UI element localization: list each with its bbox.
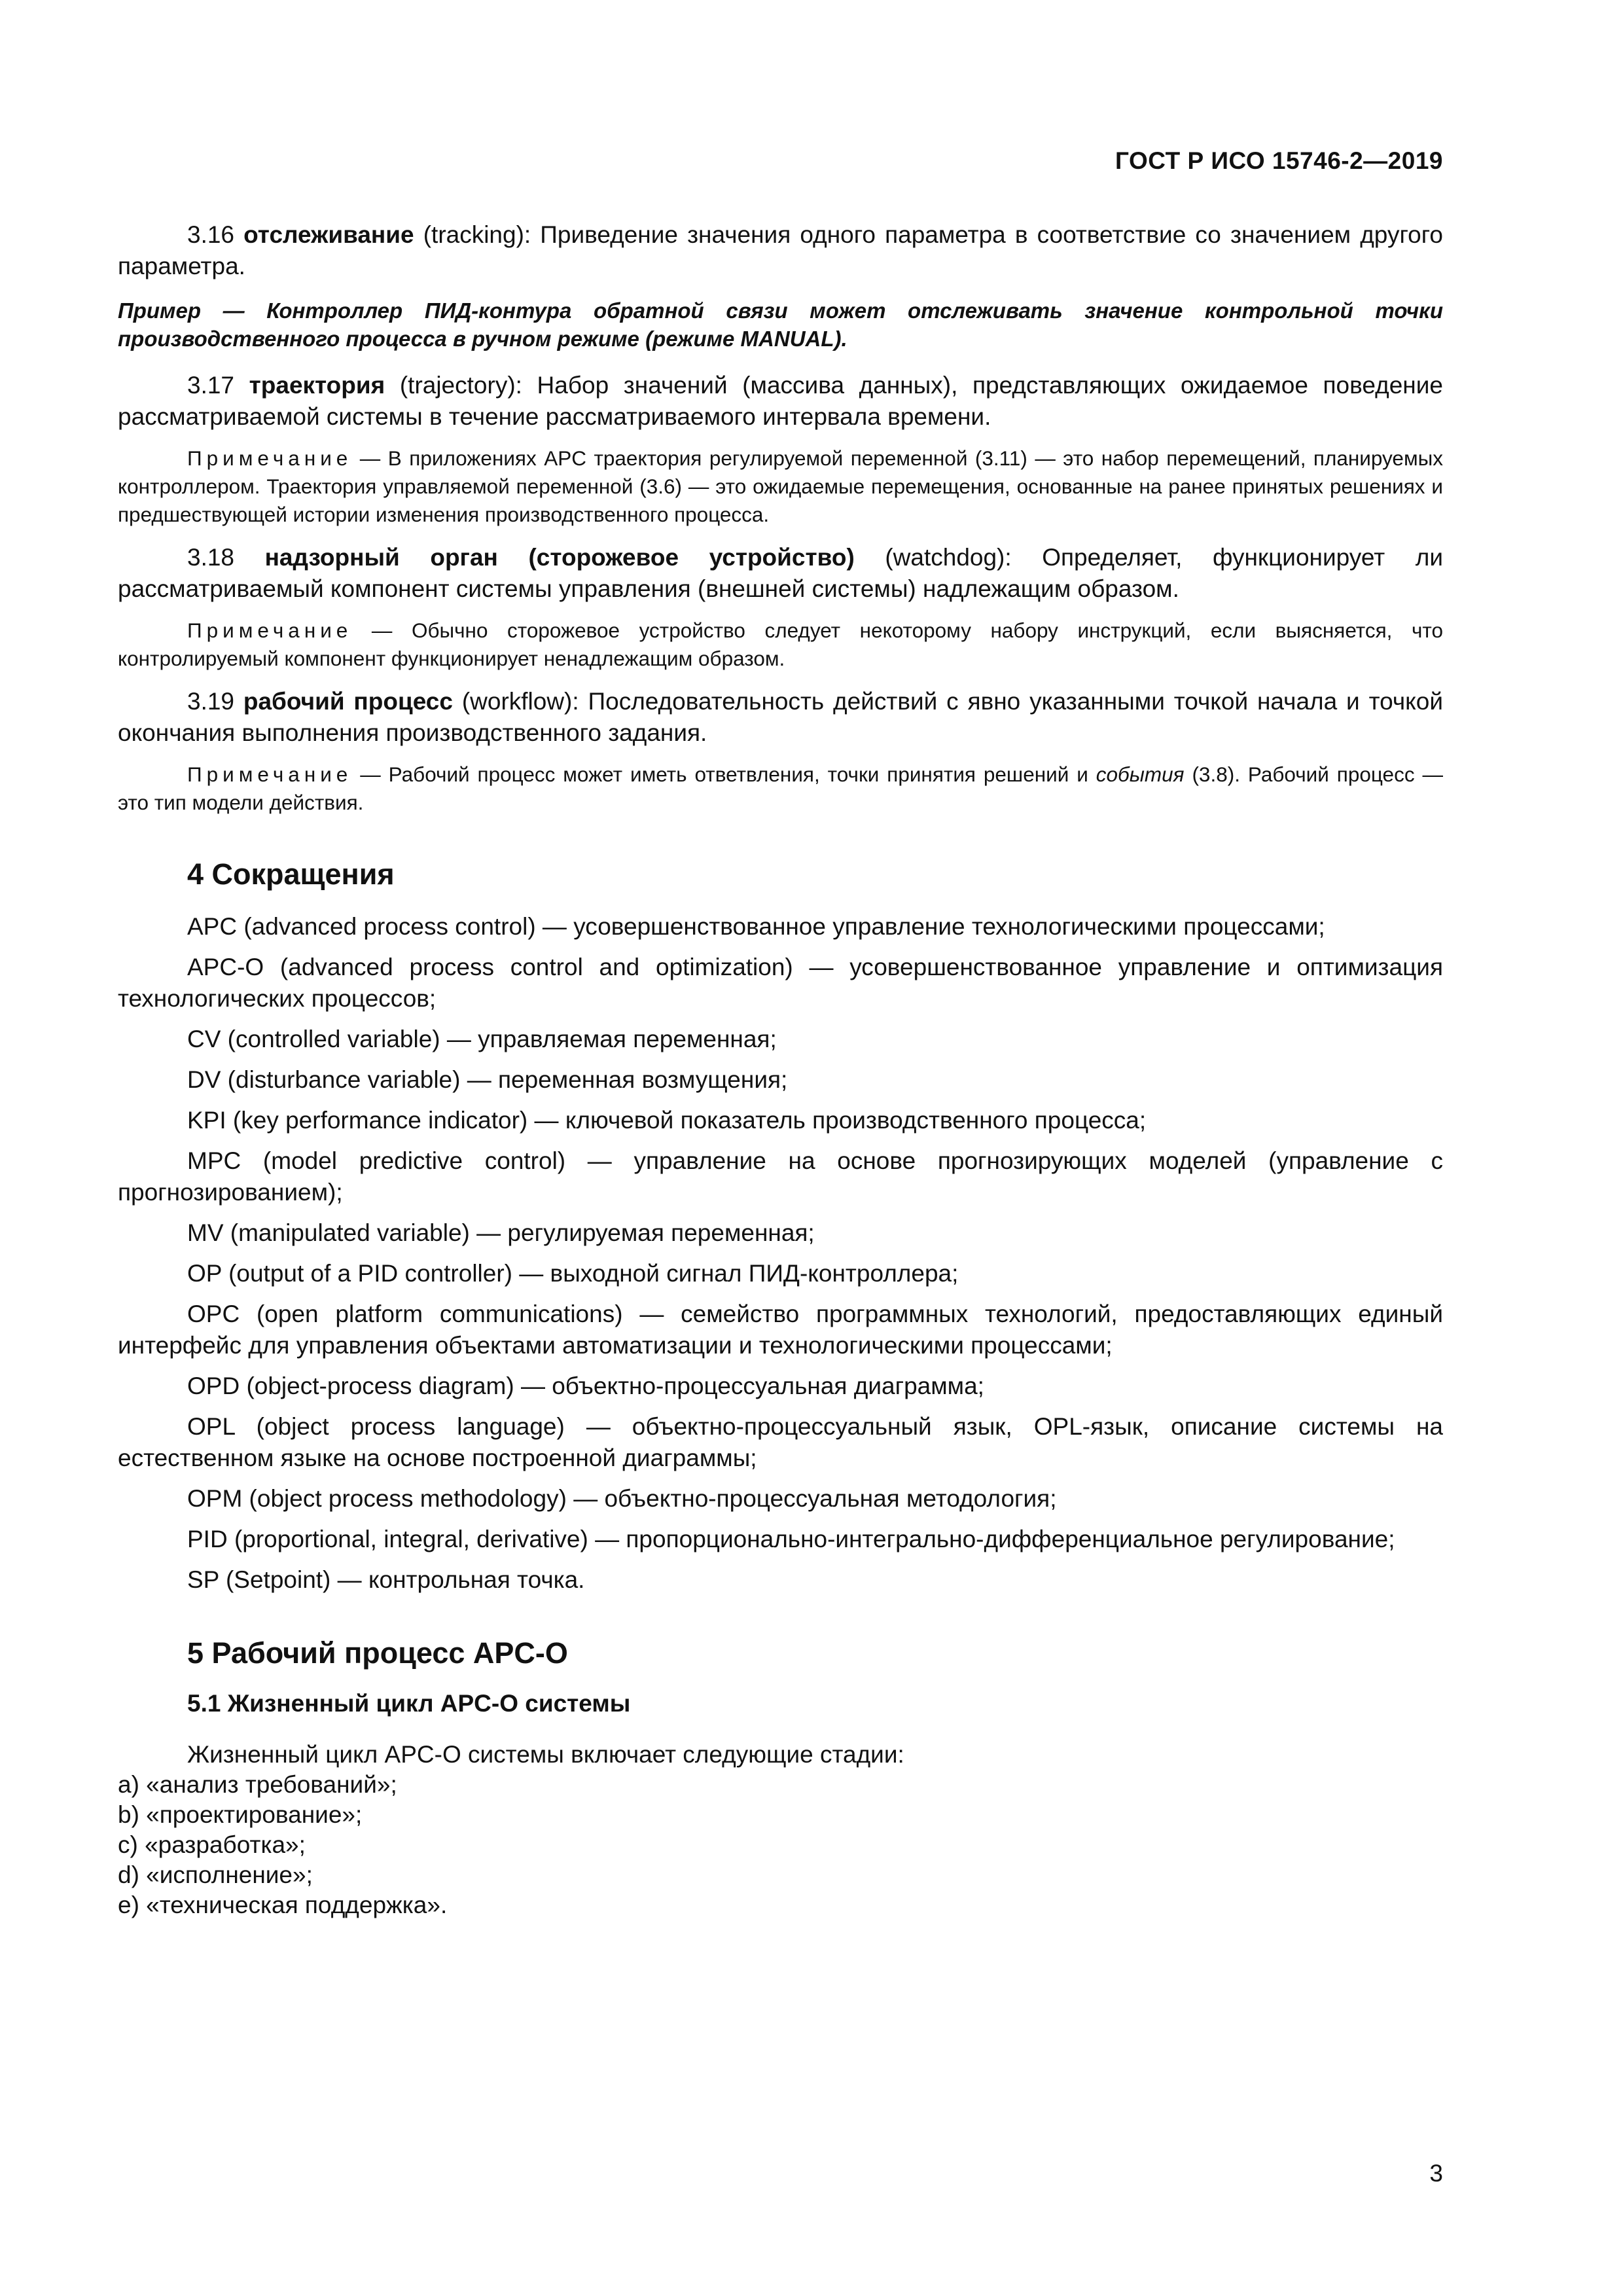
note-3-18 — [118, 617, 1443, 673]
term-3-19 — [118, 686, 1443, 749]
term-3-16 — [118, 219, 1443, 282]
page-number: 3 — [1429, 2160, 1443, 2187]
lifecycle-stage: e) «техническая поддержка». — [118, 1892, 448, 1918]
term-number: 3.16 — [187, 221, 235, 248]
abbreviation-item: APC (advanced process control) — усовершенствованное управление технологическими процессами; — [187, 913, 1325, 940]
example-3-16: Пример — Контроллер ПИД-контура обратной связи может отслеживать значение контрольной точки производственного процесса в ручном режиме (режиме MANUAL). — [118, 298, 1443, 351]
abbreviation-item: OPM (object process methodology) — объектно-процессуальная методология; — [187, 1485, 1057, 1512]
term-name: траектория — [249, 372, 385, 399]
abbreviation-item: OP (output of a PID controller) — выходной сигнал ПИД-контроллера; — [187, 1260, 959, 1287]
term-definition: (tracking): Приведение значения одного параметра в соответствие со значением другого параметра. — [118, 221, 1443, 279]
abbreviation-item: DV (disturbance variable) — переменная возмущения; — [187, 1066, 788, 1093]
abbreviation-item: OPL (object process language) — объектно-процессуальный язык, OPL-язык, описание системы на естественном языке на основе построенной диаграммы; — [118, 1413, 1443, 1471]
note-text: — В приложениях APC траектория регулируемой переменной (3.11) — это набор перемещений, планируемых контроллером. Траектория управляемой переменной (3.6) — это ожидаемые перемещения, основанные на ранее принятых решениях и предшествующей истории изменения производственного процесса. — [118, 446, 1443, 526]
term-definition: (trajectory): Набор значений (массива данных), представляющих ожидаемое поведение рассматриваемой системы в течение рассматриваемого интервала времени. — [118, 372, 1443, 430]
section-title-workflow: 5 Рабочий процесс APC-O — [187, 1636, 568, 1670]
abbreviation-item: MV (manipulated variable) — регулируемая переменная; — [187, 1219, 815, 1246]
note-label: Примечание — [187, 762, 353, 786]
term-name: отслеживание — [243, 221, 414, 248]
lifecycle-stage-list — [118, 1770, 1443, 1920]
lifecycle-stage: c) «разработка»; — [118, 1831, 306, 1858]
abbreviation-item: KPI (key performance indicator) — ключевой показатель производственного процесса; — [187, 1107, 1147, 1134]
abbreviation-item: APC-O (advanced process control and optimization) — усовершенствованное управление и оптимизация технологических процессов; — [118, 954, 1443, 1012]
note-label: Примечание — [187, 619, 353, 642]
section-title-abbreviations: 4 Сокращения — [187, 857, 395, 891]
abbreviation-item: OPD (object-process diagram) — объектно-процессуальная диаграмма; — [187, 1372, 984, 1399]
note-3-17 — [118, 444, 1443, 529]
note-label: Примечание — [187, 446, 353, 470]
abbreviation-list — [118, 911, 1443, 1596]
subsection-title-lifecycle: 5.1 Жизненный цикл APC-O системы — [187, 1690, 631, 1717]
abbreviation-item: PID (proportional, integral, derivative) — пропорционально-интегрально-дифференциальное регулирование; — [187, 1526, 1395, 1552]
note-3-19 — [118, 761, 1443, 817]
lifecycle-stage: a) «анализ требований»; — [118, 1771, 397, 1798]
abbreviation-item: SP (Setpoint) — контрольная точка. — [187, 1566, 585, 1593]
term-definition: (workflow): Последовательность действий с явно указанными точкой начала и точкой окончания выполнения производственного задания. — [118, 688, 1444, 746]
document-page — [118, 147, 1443, 1920]
term-name: рабочий процесс — [243, 688, 453, 715]
abbreviation-item: OPC (open platform communications) — семейство программных технологий, предоставляющих единый интерфейс для управления объектами автоматизации и технологическими процессами; — [118, 1300, 1443, 1359]
document-header: ГОСТ Р ИСО 15746-2—2019 — [1115, 147, 1443, 174]
abbreviation-item: MPC (model predictive control) — управление на основе прогнозирующих моделей (управление с прогнозированием); — [118, 1147, 1443, 1206]
note-text: — Обычно сторожевое устройство следует некоторому набору инструкций, если выясняется, что контролируемый компонент функционирует ненадлежащим образом. — [118, 619, 1443, 670]
term-3-18 — [118, 542, 1443, 605]
term-number: 3.17 — [187, 372, 235, 399]
term-definition: (watchdog): Определяет, функционирует ли рассматриваемый компонент системы управления (внешней системы) надлежащим образом. — [118, 544, 1443, 602]
abbreviation-item: CV (controlled variable) — управляемая переменная; — [187, 1026, 777, 1052]
lifecycle-stage: d) «исполнение»; — [118, 1861, 313, 1888]
note-text: — Рабочий процесс может иметь ответвления, точки принятия решений и — [352, 762, 1096, 786]
term-number: 3.19 — [187, 688, 235, 715]
lifecycle-intro: Жизненный цикл APC-O системы включает следующие стадии: — [187, 1741, 904, 1768]
term-3-17 — [118, 370, 1443, 433]
note-text-end: (3.8). Рабочий процесс — это тип модели действия. — [118, 762, 1443, 814]
lifecycle-stage: b) «проектирование»; — [118, 1801, 363, 1828]
term-number: 3.18 — [187, 544, 235, 571]
note-emphasis: события — [1096, 762, 1185, 786]
term-name: надзорный орган (сторожевое устройство) — [264, 544, 855, 571]
